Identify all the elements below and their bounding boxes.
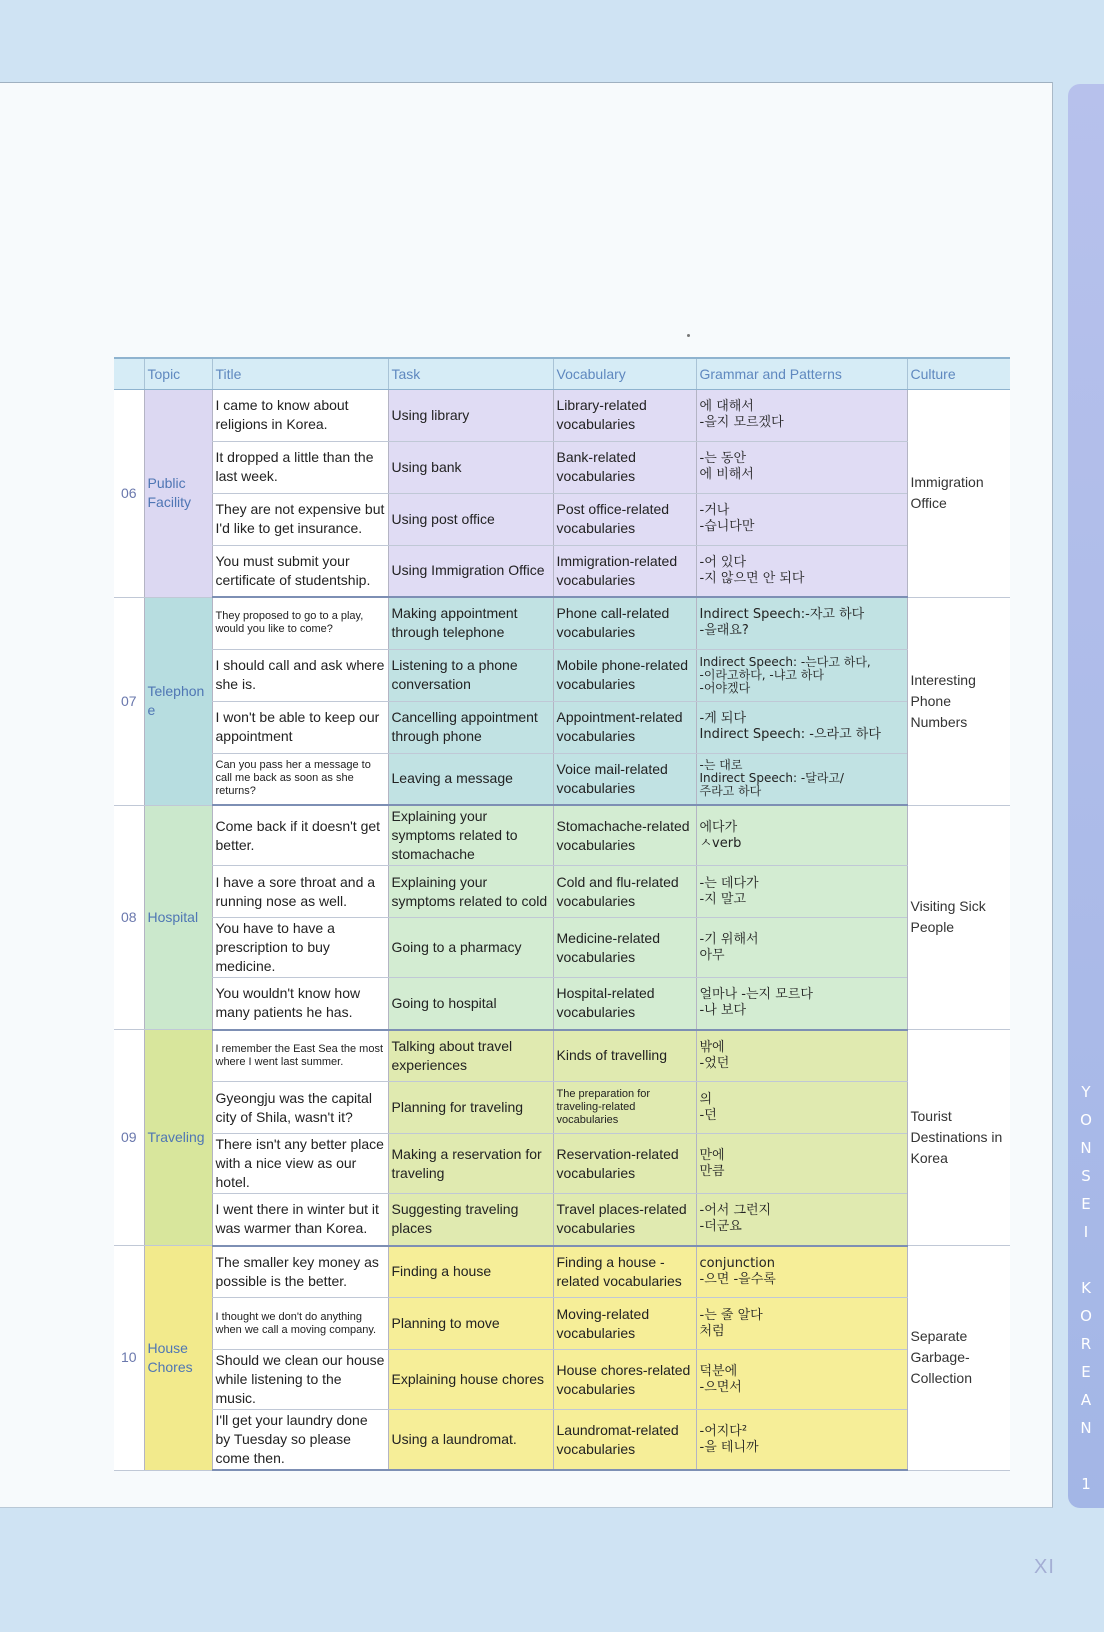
- grammar-pattern: 만에: [699, 1147, 725, 1163]
- lesson-vocabulary: Bank-related vocabularies: [553, 441, 696, 493]
- lesson-task: Explaining your symptoms related to stomachache: [388, 805, 553, 866]
- header-num: [114, 358, 144, 389]
- grammar-pattern: Indirect Speech: -는다고 하다,: [699, 654, 871, 669]
- header-row: [114, 358, 1010, 389]
- lesson-grammar: [696, 441, 907, 493]
- lesson-title: They proposed to go to a play, would you like to come?: [212, 597, 388, 649]
- lesson-vocabulary: Moving-related vocabularies: [553, 1298, 696, 1350]
- lesson-title: I should call and ask where she is.: [212, 649, 388, 701]
- grammar-pattern: 얼마나 -는지 모르다: [699, 987, 813, 1003]
- grammar-pattern: 의: [699, 1091, 713, 1107]
- lesson-title: I came to know about religions in Korea.: [212, 389, 388, 441]
- lesson-vocabulary: The preparation for traveling-related vocabularies: [553, 1082, 696, 1134]
- header-grammar: Grammar and Patterns: [696, 358, 907, 389]
- grammar-pattern: Indirect Speech:-자고 하다: [699, 607, 865, 623]
- lesson-vocabulary: Medicine-related vocabularies: [553, 918, 696, 978]
- table-row: [114, 978, 1010, 1030]
- grammar-pattern: -거나: [699, 503, 730, 518]
- lesson-task: Suggesting traveling places: [388, 1194, 553, 1246]
- lesson-title: It dropped a little than the last week.: [212, 441, 388, 493]
- lesson-title: Can you pass her a message to call me back as soon as she returns?: [212, 753, 388, 805]
- unit-topic: Telephone: [144, 597, 212, 805]
- grammar-pattern: Indirect Speech: -달라고/: [699, 771, 844, 786]
- lesson-vocabulary: Appointment-related vocabularies: [553, 701, 696, 753]
- grammar-pattern: -어서 그런지: [699, 1203, 772, 1219]
- lesson-task: Using a laundromat.: [388, 1410, 553, 1471]
- grammar-pattern: 밖에: [699, 1039, 725, 1055]
- lesson-grammar: [696, 1350, 907, 1410]
- lesson-title: I won't be able to keep our appointment: [212, 701, 388, 753]
- unit-topic: Public Facility: [144, 389, 212, 597]
- unit-number: 09: [114, 1030, 144, 1246]
- lesson-task: Leaving a message: [388, 753, 553, 805]
- grammar-pattern: -지 않으면 안 되다: [699, 570, 805, 586]
- header-task: Task: [388, 358, 553, 389]
- grammar-pattern: -지 말고: [699, 891, 746, 907]
- lesson-vocabulary: Cold and flu-related vocabularies: [553, 866, 696, 918]
- table-row: [114, 805, 1010, 866]
- table-row: [114, 389, 1010, 441]
- grammar-pattern: -던: [699, 1107, 717, 1123]
- lesson-task: Making a reservation for traveling: [388, 1134, 553, 1194]
- unit-culture: Interesting Phone Numbers: [907, 597, 1010, 805]
- lesson-title: Come back if it doesn't get better.: [212, 805, 388, 866]
- grammar-pattern: -었던: [699, 1055, 730, 1071]
- page-number: XI: [1034, 1556, 1055, 1578]
- grammar-pattern: -는 데다가: [699, 875, 759, 891]
- grammar-pattern: -는 대로: [699, 758, 743, 773]
- table-row: [114, 1030, 1010, 1082]
- header-title: Title: [212, 358, 388, 389]
- lesson-grammar: [696, 493, 907, 545]
- lesson-task: Talking about travel experiences: [388, 1030, 553, 1082]
- unit-culture: Visiting Sick People: [907, 805, 1010, 1030]
- lesson-title: You have to have a prescription to buy medicine.: [212, 918, 388, 978]
- lesson-grammar: [696, 545, 907, 597]
- unit-culture: Separate Garbage-Collection: [907, 1246, 1010, 1471]
- lesson-task: Going to a pharmacy: [388, 918, 553, 978]
- stray-dot: [687, 334, 690, 337]
- lesson-grammar: [696, 1134, 907, 1194]
- grammar-pattern: -으면 -을수록: [699, 1271, 776, 1287]
- lesson-vocabulary: Hospital-related vocabularies: [553, 978, 696, 1030]
- grammar-pattern: -더군요: [699, 1219, 742, 1235]
- lesson-grammar: [696, 1030, 907, 1082]
- grammar-pattern: 만큼: [699, 1163, 725, 1179]
- grammar-pattern: -나 보다: [699, 1003, 746, 1019]
- unit-topic: Traveling: [144, 1030, 212, 1246]
- lesson-title: They are not expensive but I'd like to get insurance.: [212, 493, 388, 545]
- table-row: [114, 545, 1010, 597]
- table-row: [114, 701, 1010, 753]
- grammar-pattern: ㅅverb: [699, 835, 742, 851]
- lesson-title: You wouldn't know how many patients he has.: [212, 978, 388, 1030]
- table-row: [114, 753, 1010, 805]
- table-row: [114, 1298, 1010, 1350]
- lesson-title: I went there in winter but it was warmer than Korea.: [212, 1194, 388, 1246]
- grammar-pattern: 주라고 하다: [699, 784, 762, 799]
- lesson-vocabulary: Finding a house -related vocabularies: [553, 1246, 696, 1298]
- grammar-pattern: -을 테니까: [699, 1439, 759, 1455]
- lesson-grammar: [696, 1194, 907, 1246]
- grammar-pattern: -기 위해서: [699, 931, 759, 947]
- lesson-vocabulary: Phone call-related vocabularies: [553, 597, 696, 649]
- grammar-pattern: 에 비해서: [699, 467, 754, 482]
- lesson-vocabulary: Stomachache-related vocabularies: [553, 805, 696, 866]
- grammar-pattern: -을래요?: [699, 623, 749, 639]
- lesson-task: Explaining your symptoms related to cold: [388, 866, 553, 918]
- lesson-task: Going to hospital: [388, 978, 553, 1030]
- lesson-grammar: [696, 978, 907, 1030]
- grammar-pattern: 처럼: [699, 1323, 725, 1339]
- grammar-pattern: -습니다만: [699, 519, 755, 534]
- grammar-pattern: -는 줄 알다: [699, 1307, 763, 1323]
- table-row: [114, 918, 1010, 978]
- table-row: [114, 866, 1010, 918]
- lesson-task: Using post office: [388, 493, 553, 545]
- lesson-vocabulary: House chores-related vocabularies: [553, 1350, 696, 1410]
- table-row: [114, 1134, 1010, 1194]
- table-row: [114, 493, 1010, 545]
- unit-culture: Tourist Destinations in Korea: [907, 1030, 1010, 1246]
- lesson-task: Listening to a phone conversation: [388, 649, 553, 701]
- lesson-vocabulary: Reservation-related vocabularies: [553, 1134, 696, 1194]
- table-row: [114, 649, 1010, 701]
- lesson-grammar: [696, 1082, 907, 1134]
- grammar-pattern: -으면서: [699, 1379, 742, 1395]
- unit-number: 06: [114, 389, 144, 597]
- grammar-pattern: -어야겠다: [699, 680, 751, 695]
- lesson-title: I remember the East Sea the most where I went last summer.: [212, 1030, 388, 1082]
- unit-number: 08: [114, 805, 144, 1030]
- grammar-pattern: 아무: [699, 947, 725, 963]
- lesson-grammar: [696, 805, 907, 866]
- grammar-pattern: -는 동안: [699, 451, 746, 466]
- lesson-vocabulary: Kinds of travelling: [553, 1030, 696, 1082]
- side-label: Y O N S E I K O R E A N 1: [1080, 1083, 1092, 1493]
- lesson-grammar: [696, 1246, 907, 1298]
- lesson-vocabulary: Voice mail-related vocabularies: [553, 753, 696, 805]
- grammar-pattern: 덕분에: [699, 1363, 738, 1379]
- grammar-pattern: 에다가: [699, 819, 738, 835]
- table-row: [114, 441, 1010, 493]
- lesson-task: Explaining house chores: [388, 1350, 553, 1410]
- lesson-vocabulary: Travel places-related vocabularies: [553, 1194, 696, 1246]
- unit-number: 07: [114, 597, 144, 805]
- lesson-title: The smaller key money as possible is the better.: [212, 1246, 388, 1298]
- lesson-grammar: [696, 701, 907, 753]
- lesson-task: Making appointment through telephone: [388, 597, 553, 649]
- lesson-title: I'll get your laundry done by Tuesday so please come then.: [212, 1410, 388, 1471]
- grammar-pattern: -어 있다: [699, 554, 746, 570]
- unit-culture: Immigration Office: [907, 389, 1010, 597]
- lesson-vocabulary: Immigration-related vocabularies: [553, 545, 696, 597]
- header-topic: Topic: [144, 358, 212, 389]
- lesson-vocabulary: Library-related vocabularies: [553, 389, 696, 441]
- lesson-title: I have a sore throat and a running nose as well.: [212, 866, 388, 918]
- table-row: [114, 1194, 1010, 1246]
- table-row: [114, 1410, 1010, 1471]
- lesson-task: Using Immigration Office: [388, 545, 553, 597]
- lesson-title: Should we clean our house while listening to the music.: [212, 1350, 388, 1410]
- table-row: [114, 1246, 1010, 1298]
- unit-topic: House Chores: [144, 1246, 212, 1471]
- grammar-pattern: 에 대해서: [699, 399, 754, 414]
- lesson-title: There isn't any better place with a nice view as our hotel.: [212, 1134, 388, 1194]
- lesson-title: You must submit your certificate of studentship.: [212, 545, 388, 597]
- table-row: [114, 597, 1010, 649]
- curriculum-table: [114, 357, 1010, 1471]
- lesson-title: I thought we don't do anything when we call a moving company.: [212, 1298, 388, 1350]
- lesson-task: Planning for traveling: [388, 1082, 553, 1134]
- lesson-vocabulary: Mobile phone-related vocabularies: [553, 649, 696, 701]
- lesson-grammar: [696, 597, 907, 649]
- grammar-pattern: -이라고하다, -냐고 하다: [699, 667, 824, 682]
- lesson-grammar: [696, 1298, 907, 1350]
- grammar-pattern: Indirect Speech: -으라고 하다: [699, 727, 881, 742]
- lesson-grammar: [696, 866, 907, 918]
- table-row: [114, 1350, 1010, 1410]
- lesson-task: Cancelling appointment through phone: [388, 701, 553, 753]
- header-vocabulary: Vocabulary: [553, 358, 696, 389]
- grammar-pattern: -을지 모르겠다: [699, 415, 784, 430]
- lesson-grammar: [696, 1410, 907, 1471]
- lesson-title: Gyeongju was the capital city of Shila, wasn't it?: [212, 1082, 388, 1134]
- grammar-pattern: conjunction: [699, 1255, 775, 1271]
- unit-number: 10: [114, 1246, 144, 1471]
- lesson-grammar: [696, 389, 907, 441]
- lesson-grammar: [696, 753, 907, 805]
- unit-topic: Hospital: [144, 805, 212, 1030]
- lesson-vocabulary: Post office-related vocabularies: [553, 493, 696, 545]
- table-row: [114, 1082, 1010, 1134]
- lesson-task: Planning to move: [388, 1298, 553, 1350]
- header-culture: Culture: [907, 358, 1010, 389]
- lesson-vocabulary: Laundromat-related vocabularies: [553, 1410, 696, 1471]
- grammar-pattern: -어지다²: [699, 1423, 748, 1439]
- lesson-task: Using library: [388, 389, 553, 441]
- grammar-pattern: -게 되다: [699, 711, 746, 726]
- lesson-task: Using bank: [388, 441, 553, 493]
- lesson-grammar: [696, 918, 907, 978]
- lesson-task: Finding a house: [388, 1246, 553, 1298]
- lesson-grammar: [696, 649, 907, 701]
